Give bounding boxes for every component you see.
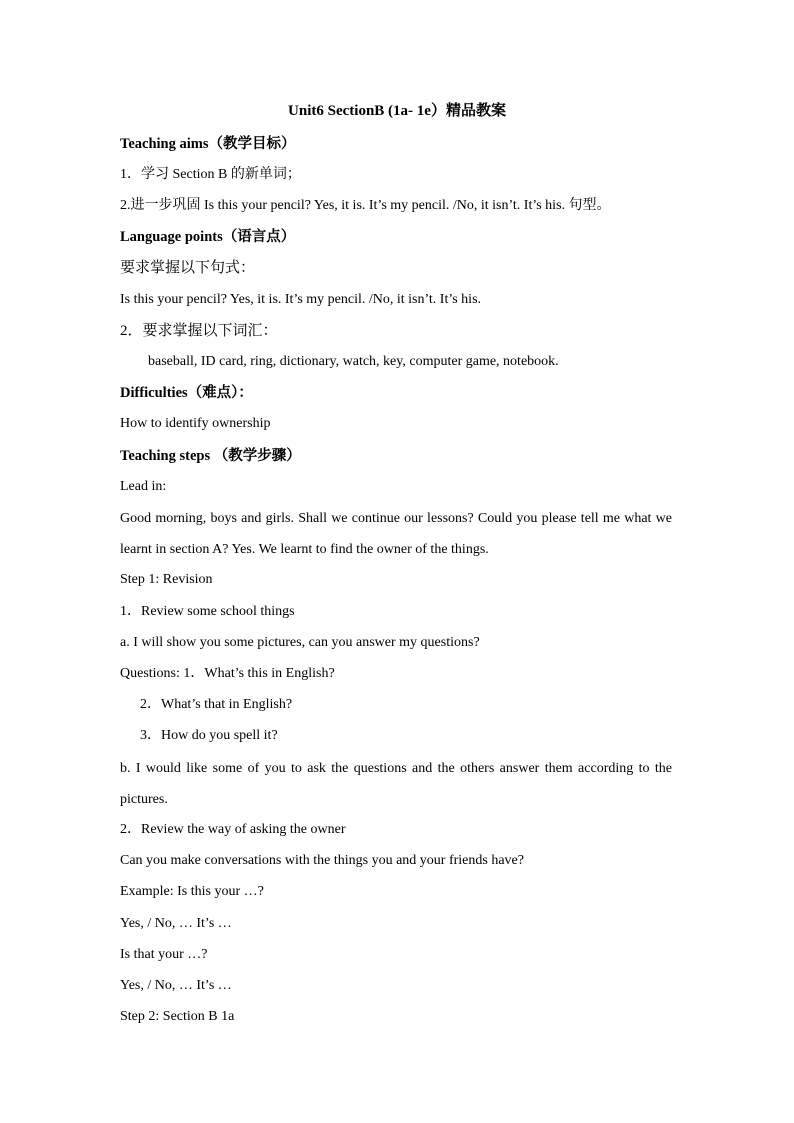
aim-1: 1．学习 Section B 的新单词；	[120, 167, 301, 182]
conversation-prompt: Can you make conversations with the things you and your friends have?	[120, 853, 524, 868]
language-points-intro: 要求掌握以下句式：	[120, 260, 256, 276]
step-1-heading: Step 1: Revision	[120, 572, 213, 587]
step-1-item-1: 1．Review some school things	[120, 604, 295, 619]
example-line-4: Yes, / No, … It’s …	[120, 978, 232, 993]
vocabulary-list: baseball, ID card, ring, dictionary, watch, key, computer game, notebook.	[148, 354, 559, 369]
step-1-item-a: a. I will show you some pictures, can you answer my questions?	[120, 635, 480, 650]
question-3: 3．How do you spell it?	[140, 728, 278, 743]
document-title: Unit6 SectionB (1a- 1e）精品教案	[288, 103, 506, 119]
question-2: 2．What’s that in English?	[140, 697, 293, 712]
teaching-aims-heading: Teaching aims（教学目标）	[120, 136, 296, 152]
aim-2: 2.进一步巩固 Is this your pencil? Yes, it is. It’s my pencil. /No, it isn’t. It’s his. 句型。	[120, 198, 611, 213]
difficulties-heading: Difficulties（难点）：	[120, 385, 253, 401]
step-1-item-b-paragraph: b. I would like some of you to ask the questions and the others answer them according to the pictures.	[120, 761, 672, 807]
difficulty-text: How to identify ownership	[120, 416, 271, 431]
teaching-steps-heading: Teaching steps （教学步骤）	[120, 448, 301, 464]
lead-in-label: Lead in:	[120, 479, 167, 494]
language-points-heading: Language points（语言点）	[120, 229, 296, 245]
language-points-2: 2．要求掌握以下词汇：	[120, 323, 278, 339]
example-line-2: Yes, / No, … It’s …	[120, 916, 232, 931]
language-points-sentence: Is this your pencil? Yes, it is. It’s my pencil. /No, it isn’t. It’s his.	[120, 292, 482, 307]
step-2-heading: Step 2: Section B 1a	[120, 1009, 235, 1024]
example-line-3: Is that your …?	[120, 947, 208, 962]
lead-in-paragraph: Good morning, boys and girls. Shall we continue our lessons? Could you please tell me what we learnt in section A? Yes. We learnt to find the owner of the things.	[120, 511, 672, 557]
step-1-item-2: 2．Review the way of asking the owner	[120, 822, 346, 837]
question-1: Questions: 1．What’s this in English?	[120, 666, 335, 681]
example-line-1: Example: Is this your …?	[120, 884, 264, 899]
